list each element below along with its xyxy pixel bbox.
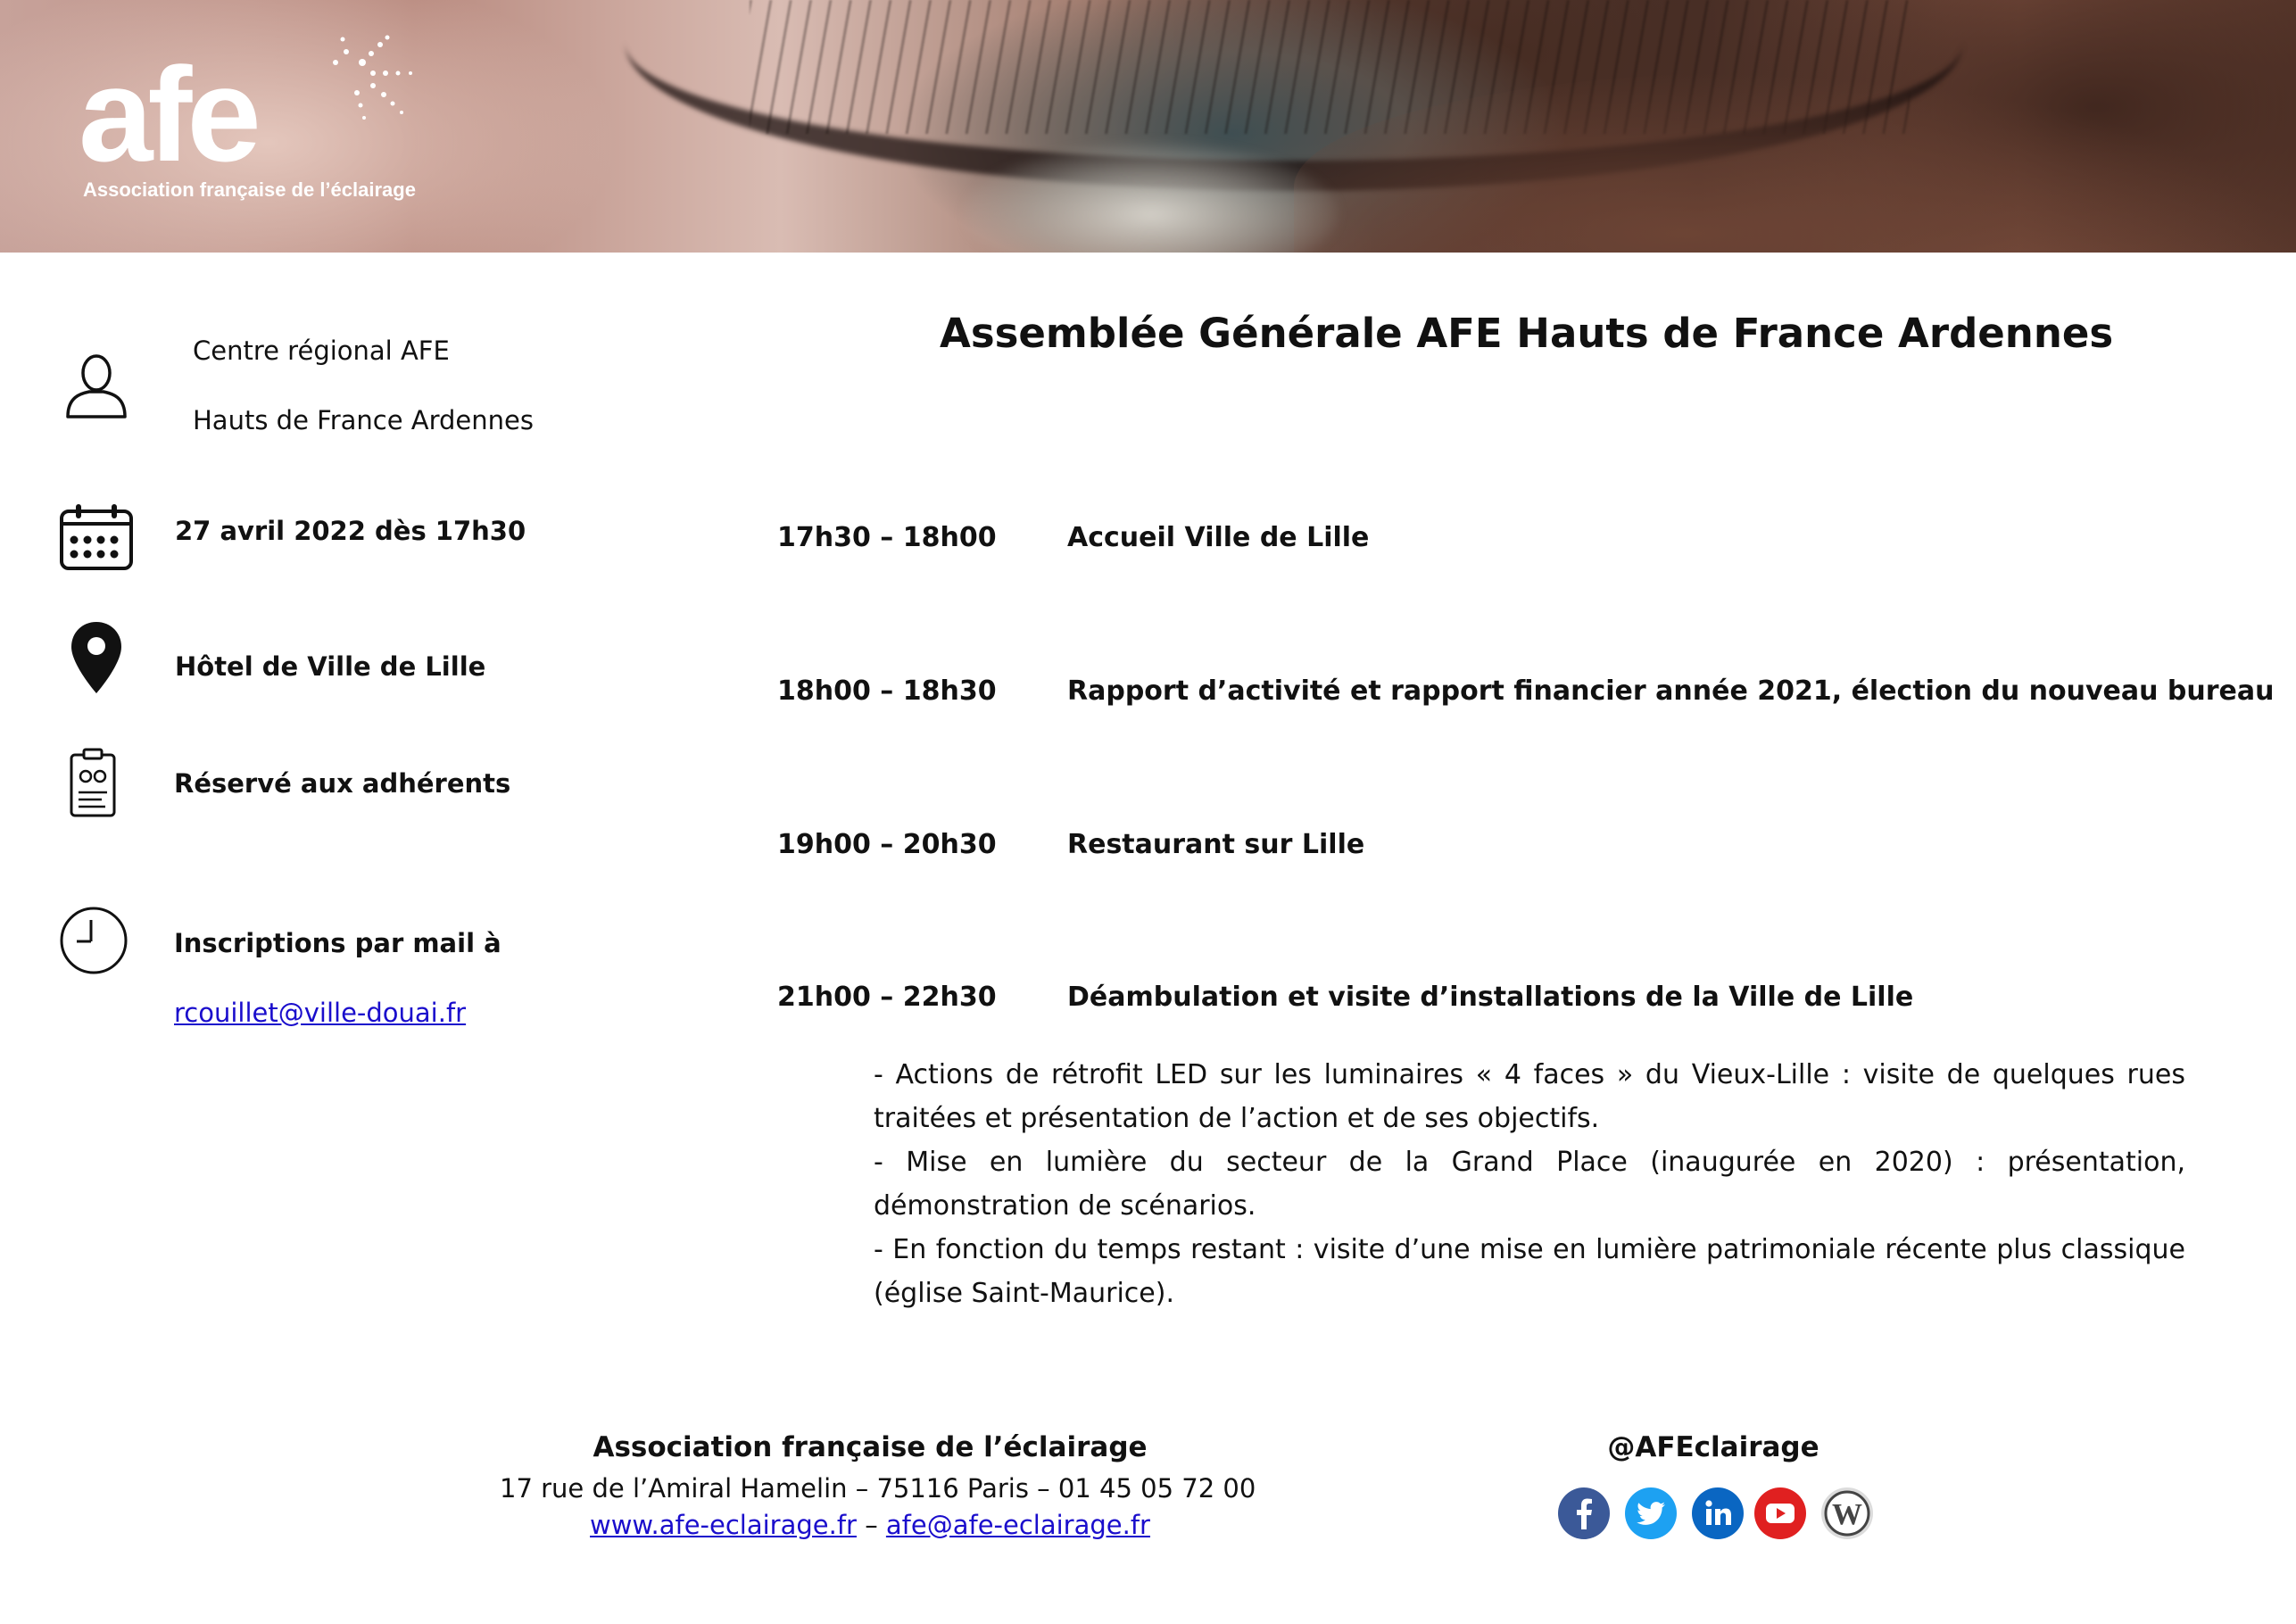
linkedin-icon[interactable] [1691,1487,1745,1540]
footer-address: 17 rue de l’Amiral Hamelin – 75116 Paris – 01 45 05 72 00 [500,1473,1256,1504]
calendar-icon [58,502,135,572]
footer-separator: – [865,1510,878,1540]
organizer-line1: Centre régional AFE [193,336,450,366]
schedule-label: Restaurant sur Lille [1067,829,1365,860]
registration-label: Inscriptions par mail à [174,928,501,958]
header-banner [0,0,2296,253]
page-title: Assemblée Générale AFE Hauts de France Ardennes [940,310,2114,357]
wordpress-icon[interactable] [1820,1487,1874,1540]
schedule-time: 19h00 – 20h30 [777,829,997,860]
website-link[interactable]: www.afe-eclairage.fr [590,1510,857,1540]
detail-item: - Mise en lumière du secteur de la Grand Place (inaugurée en 2020) : présentation, démonstration de scénarios. [874,1147,2185,1222]
event-location: Hôtel de Ville de Lille [175,651,486,682]
logo-sparkle-icon [333,36,412,120]
organizer-line2: Hauts de France Ardennes [193,405,534,435]
youtube-icon[interactable] [1753,1487,1807,1540]
afe-logo-text: afe [79,39,256,189]
event-audience: Réservé aux adhérents [174,768,511,799]
visit-details [874,1053,2185,1315]
schedule-label: Déambulation et visite d’installations de la Ville de Lille [1067,982,1914,1013]
logo-tagline: Association française de l’éclairage [83,178,416,201]
schedule-time: 21h00 – 22h30 [777,982,997,1013]
detail-item: - Actions de rétrofit LED sur les luminaires « 4 faces » du Vieux-Lille : visite de quelques rues traitées et présentation de l’action et de ses objectifs. [874,1059,2185,1134]
twitter-icon[interactable] [1624,1487,1678,1540]
social-handle: @AFEclairage [1607,1431,1819,1463]
detail-item: - En fonction du temps restant : visite d’une mise en lumière patrimoniale récente plus classique (église Saint-Maurice). [874,1234,2185,1309]
schedule-label: Rapport d’activité et rapport financier année 2021, élection du nouveau bureau [1067,675,2275,707]
schedule-time: 18h00 – 18h30 [777,675,997,707]
facebook-icon[interactable] [1557,1487,1611,1540]
user-icon [62,351,130,424]
event-date: 27 avril 2022 dès 17h30 [175,516,526,546]
member-card-icon [66,748,120,819]
email-link[interactable]: afe@afe-eclairage.fr [885,1510,1150,1540]
map-pin-icon [70,620,123,695]
registration-email-link[interactable]: rcouillet@ville-douai.fr [174,998,467,1028]
schedule-label: Accueil Ville de Lille [1067,522,1370,553]
footer-links [500,1510,1240,1540]
schedule-time: 17h30 – 18h00 [777,522,997,553]
footer-org-name: Association française de l’éclairage [593,1431,1148,1463]
clock-icon [59,906,128,975]
svg-text:W: W [1832,1498,1862,1531]
